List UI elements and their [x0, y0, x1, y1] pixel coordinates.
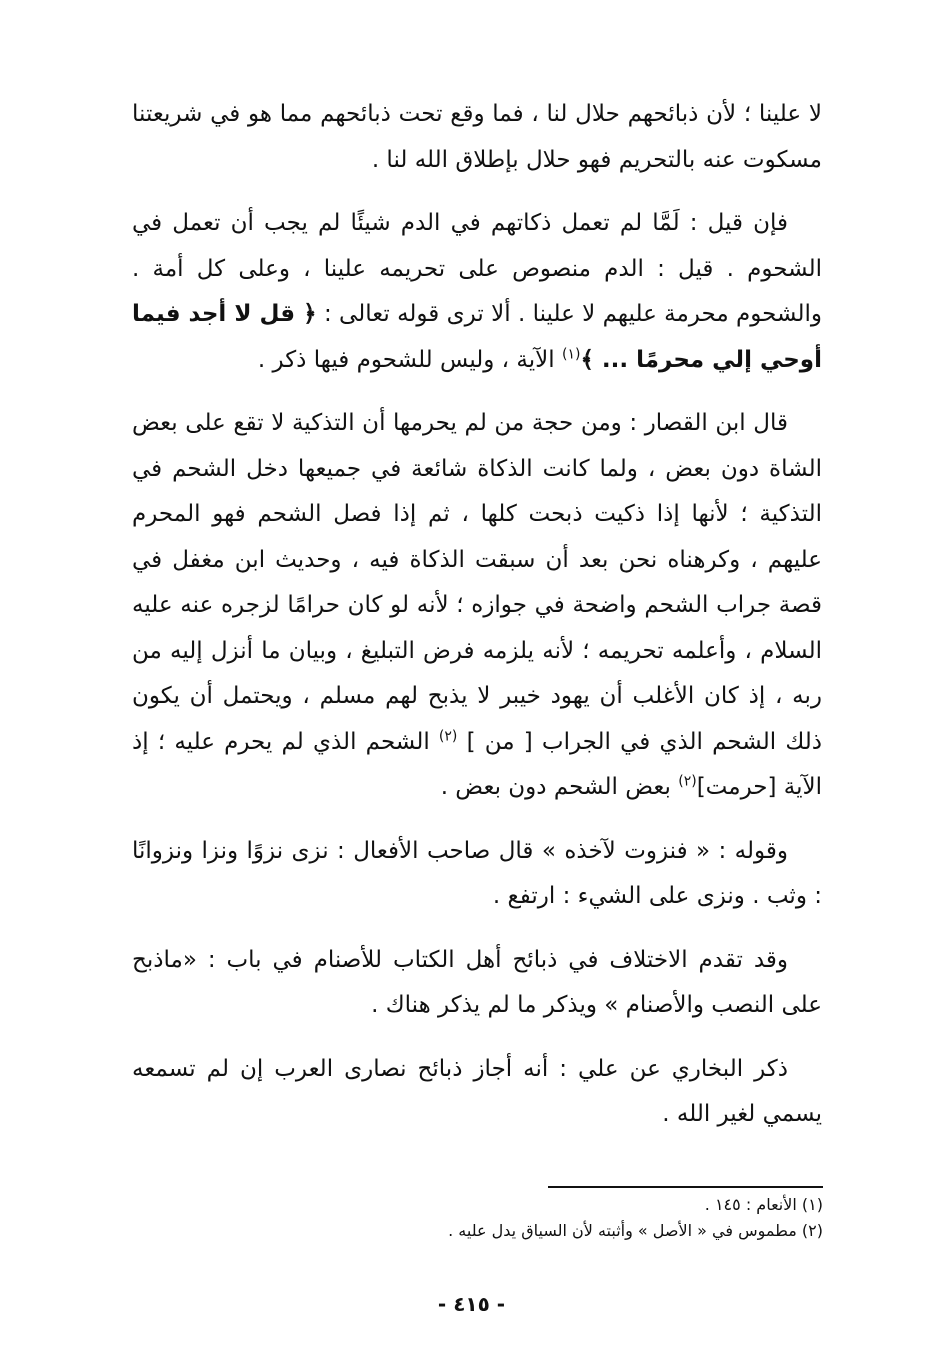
footnote-ref-2a: (٢) [438, 727, 458, 744]
paragraph-2-text: فإن قيل : لَمَّا لم تعمل ذكاتهم في الدم شيئًا لم يجب أن تعمل في الشحوم . قيل : الدم منصوص على تحريمه علينا ، وعلى كل أمة . والشحوم محرمة عليهم لا علينا . ألا ترى قوله تعالى : [132, 210, 823, 327]
paragraph-5: وقد تقدم الاختلاف في ذبائح أهل الكتاب للأصنام في باب : «ماذبح على النصب والأصنام » ويذكر ما لم يذكر هناك . [132, 946, 822, 1018]
footnote-1: (١) الأنعام : ١٤٥ . [704, 1195, 823, 1214]
paragraph-3 [132, 401, 822, 811]
footnote-ref-2b: (٢) [678, 773, 697, 790]
paragraph-2 [132, 201, 822, 383]
paragraph-6: ذكر البخاري عن علي : أنه أجاز ذبائح نصارى العرب إن لم تسمعه يسمي لغير الله . [132, 1055, 822, 1127]
paragraph-3-end: بعض الشحم دون بعض . [440, 774, 671, 800]
footnote-separator [548, 1186, 823, 1188]
paragraph-4: وقوله : « فنزوت لآخذه » قال صاحب الأفعال : نزى نزوًا ونزا ونزوانًا : وثب . ونزى على الشيء : ارتفع . [132, 837, 822, 909]
quran-quote: ﴿ قل لا أجد فيما أوحي إلي محرمًا ... ﴾ [132, 301, 822, 373]
paragraph-1: لا علينا ؛ لأن ذبائحهم حلال لنا ، فما وقع تحت ذبائحهم مما هو في شريعتنا مسكوت عنه بالتحريم فهو حلال بإطلاق الله لنا . [132, 101, 822, 173]
footnote-ref-1: (١) [561, 345, 581, 362]
paragraph-3-middle: الشحم الذي لم يحرم عليه ؛ إذ الآية [حرمت] [132, 728, 822, 800]
paragraph-2-tail: الآية ، وليس للشحوم فيها ذكر . [257, 346, 555, 373]
main-text [132, 92, 822, 1156]
paragraph-3-text: قال ابن القصار : ومن حجة من لم يحرمها أن التذكية لا تقع على بعض الشاة دون بعض ، ولما كانت الذكاة شائعة في جميعها دخل الشحم في التذكية ؛ لأنها إذا ذكيت ذبحت كلها ، ثم إذا فصل الشحم فهو المحرم عليهم ، وكرهناه نحن بعد أن سبقت الذكاة فيه ، وحديث ابن مغفل في قصة جراب الشحم واضحة في جوازه ؛ لأنه لو كان حرامًا لزجره عنه عليه السلام ، وأعلمه تحريمه ؛ لأنه يلزمه فرض التبليغ ، وبيان ما أنزل إليه من ربه ، إذ كان الأغلب أن يهود خيبر لا يذبح لهم مسلم ، ويحتمل أن يكون ذلك الشحم الذي في الجراب [ من ] [132, 410, 823, 755]
footnote-2: (٢) مطموس في « الأصل » وأثبته لأن السياق يدل عليه . [448, 1221, 823, 1240]
footnotes [300, 1192, 823, 1244]
page-number: - ٤١٥ - [437, 1292, 506, 1316]
